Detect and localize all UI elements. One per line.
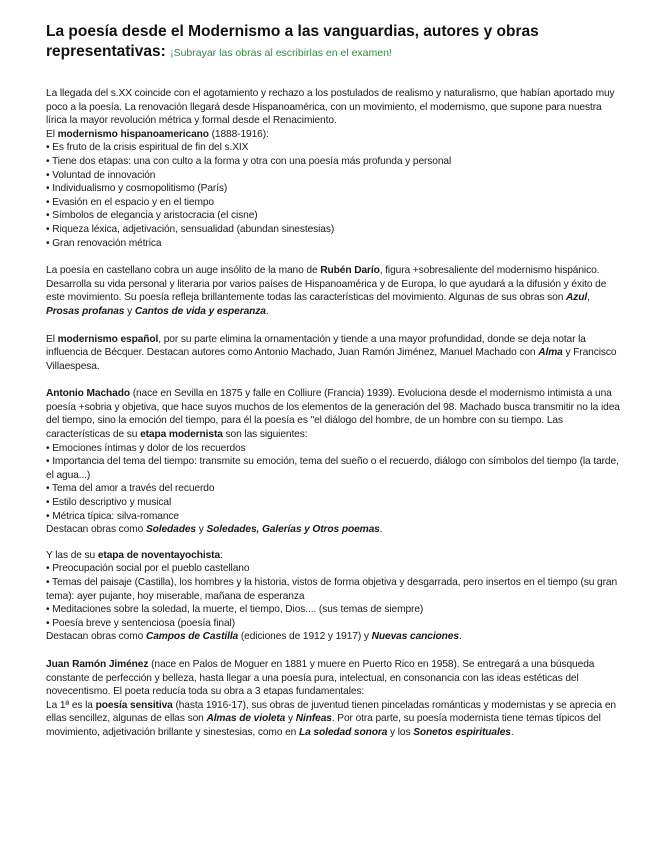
list-item: • Preocupación social por el pueblo castellano <box>46 562 620 576</box>
list-item: • Voluntad de innovación <box>46 169 620 183</box>
list-item: • Es fruto de la crisis espiritual de fin del s.XIX <box>46 141 620 155</box>
juan-ramon-jimenez-paragraph: Juan Ramón Jiménez (nace en Palos de Moguer en 1881 y muere en Puerto Rico en 1958). Se entregará a una búsqueda constante de perfección y belleza, hasta llegar a una poesía pura, intelectual, en consonancia con las ideas estéticas del novecentismo. El poeta reducía toda su obra a 3 etapas fundamentales: <box>46 658 595 698</box>
list-item: • Evasión en el espacio y en el tiempo <box>46 196 620 210</box>
machado-noventayochista-list <box>46 562 620 630</box>
machado-noventayochista-heading: Y las de su etapa de noventayochista: <box>46 549 223 561</box>
list-item: • Estilo descriptivo y musical <box>46 496 620 510</box>
antonio-machado-paragraph: Antonio Machado (nace en Sevilla en 1875 y falle en Colliure (Francia) 1939). Evoluciona desde el modernismo intimista a una poesía +sobria y objetiva, que hace suyos muchos de los elementos de la generación del 98. Machado busca transmitir no la idea del tiempo, sino la emoción del tiempo, para él la poesía es "el diálogo del hombre, de un hombre con su tiempo. Las características de su etapa modernista son las siguientes: <box>46 388 620 441</box>
machado-noventayochista-works: Destacan obras como Campos de Castilla (ediciones de 1912 y 1917) y Nuevas canciones. <box>46 631 462 643</box>
list-item: • Riqueza léxica, adjetivación, sensualidad (abundan sinestesias) <box>46 223 620 237</box>
list-item: • Métrica típica: silva-romance <box>46 510 620 524</box>
list-item: • Temas del paisaje (Castilla), los hombres y la historia, vistos de forma objetiva y desgarrada, pero insertos en el tiempo (su gran tema): ayer pujante, hoy miserable, mañana de esperanza <box>46 576 620 603</box>
list-item: • Importancia del tema del tiempo: transmite su emoción, tema del sueño o el recuerdo, diálogo con símbolos del tiempo (la tarde, el agua...) <box>46 455 620 482</box>
title-note: ¡Subrayar las obras al escribirlas en el examen! <box>170 47 392 59</box>
modernismo-espanol-paragraph: El modernismo español, por su parte elimina la ornamentación y tiende a una mayor profundidad, donde se deja notar la influencia de Bécquer. Destacan autores como Antonio Machado, Juan Ramón Jiménez, Manuel Machado con Alma y Francisco Villaespesa. <box>46 333 617 372</box>
list-item: • Meditaciones sobre la soledad, la muerte, el tiempo, Dios.... (sus temas de siempre) <box>46 603 620 617</box>
intro-paragraph: La llegada del s.XX coincide con el agotamiento y rechazo a los postulados de realismo y naturalismo, que habían aportado muy poco a la poesía. La renovación llegará desde Hispanoamérica, con un movimiento, el modernismo, que supone para nuestra lírica la mayor revolución métrica y formal desde el Renacimiento. <box>46 88 615 127</box>
ruben-dario-paragraph: La poesía en castellano cobra un auge insólito de la mano de Rubén Darío, figura +sobresaliente del modernismo hispánico. Desarrolla su vida personal y literaria por varios países de Hispanoamérica y de Europa, lo que ayudará a la difusión y éxito de este movimiento. Su poesía refleja brillantemente todas las características del movimiento. Algunas de sus obras son Azul, Prosas profanas y Cantos de vida y esperanza. <box>46 265 607 317</box>
list-item: • Tiene dos etapas: una con culto a la forma y otra con una poesía más profunda y personal <box>46 155 620 169</box>
machado-modernista-works: Destacan obras como Soledades y Soledades, Galerías y Otros poemas. <box>46 524 383 536</box>
machado-modernista-list <box>46 442 620 524</box>
list-item: • Emociones íntimas y dolor de los recuerdos <box>46 442 620 456</box>
list-item: • Símbolos de elegancia y aristocracia (el cisne) <box>46 209 620 223</box>
list-item: • Individualismo y cosmopolitismo (París) <box>46 182 620 196</box>
list-item: • Gran renovación métrica <box>46 237 620 251</box>
list-item: • Poesía breve y sentenciosa (poesía final) <box>46 617 620 631</box>
jrj-first-stage: La 1ª es la poesía sensitiva (hasta 1916-17), sus obras de juventud tienen pinceladas románticas y modernistas y se aprecia en ellas sencillez, algunas de ellas son Almas de violeta y Ninfeas. Por otra parte, su poesía modernista tiene temas típicos del movimiento, adjetivación brillante y sinestesias, como en La soledad sonora y los Sonetos espirituales. <box>46 699 616 738</box>
modernismo-hispano-heading: El modernismo hispanoamericano (1888-1916): <box>46 128 269 140</box>
page-title <box>46 22 620 63</box>
title-main: La poesía desde el Modernismo a las vanguardias, autores y obras representativas: <box>46 23 539 60</box>
list-item: • Tema del amor a través del recuerdo <box>46 482 620 496</box>
modernismo-hispano-list <box>46 141 620 250</box>
